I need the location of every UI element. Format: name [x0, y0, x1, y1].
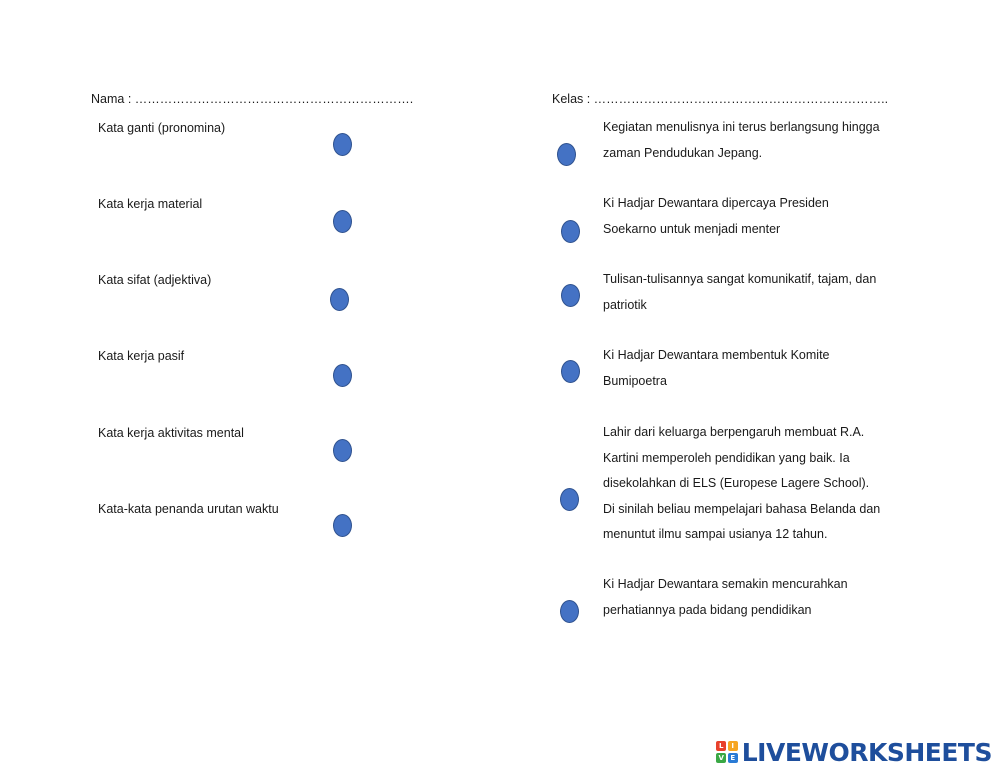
term-item: Kata kerja aktivitas mental — [98, 426, 244, 440]
statement-item: Ki Hadjar Dewantara dipercaya Presiden Soekarno untuk menjadi menter — [603, 196, 829, 236]
class-field-label: Kelas : …………………………………………………………….. — [552, 92, 889, 106]
term-item: Kata kerja material — [98, 197, 203, 211]
term-item: Kata kerja pasif — [98, 349, 185, 363]
logo-wordmark: LIVEWORKSHEETS — [741, 737, 992, 767]
right-match-dot[interactable] — [560, 600, 579, 623]
right-match-dot[interactable] — [557, 143, 576, 166]
right-match-dot[interactable] — [561, 284, 580, 307]
right-match-dot[interactable] — [561, 220, 580, 243]
live-blocks-icon — [716, 741, 738, 763]
term-item: Kata ganti (pronomina) — [98, 121, 226, 135]
left-match-dot[interactable] — [333, 210, 352, 233]
term-item: Kata-kata penanda urutan waktu — [98, 502, 279, 516]
logo-block: L — [716, 741, 726, 751]
statement-item: Kegiatan menulisnya ini terus berlangsung hingga zaman Pendudukan Jepang. — [603, 120, 880, 160]
logo-block: E — [728, 753, 738, 763]
right-match-dot[interactable] — [561, 360, 580, 383]
statement-item: Tulisan-tulisannya sangat komunikatif, tajam, dan patriotik — [603, 272, 877, 312]
left-match-dot[interactable] — [333, 514, 352, 537]
left-match-dot[interactable] — [333, 364, 352, 387]
term-item: Kata sifat (adjektiva) — [98, 273, 212, 287]
liveworksheets-logo — [716, 738, 992, 766]
logo-block: V — [716, 753, 726, 763]
left-match-dot[interactable] — [333, 439, 352, 462]
statement-item: Ki Hadjar Dewantara semakin mencurahkan perhatiannya pada bidang pendidikan — [603, 577, 848, 617]
left-match-dot[interactable] — [330, 288, 349, 311]
statement-item: Ki Hadjar Dewantara membentuk Komite Bumipoetra — [603, 348, 830, 388]
logo-block: I — [728, 741, 738, 751]
left-match-dot[interactable] — [333, 133, 352, 156]
right-match-dot[interactable] — [560, 488, 579, 511]
statement-item: Lahir dari keluarga berpengaruh membuat R.A. Kartini memperoleh pendidikan yang baik. Ia disekolahkan di ELS (Europese Lagere School). Di sinilah beliau mempelajari bahasa Belanda dan menuntut ilmu sampai usianya 12 tahun. — [603, 425, 881, 541]
name-field-label: Nama : …………………………………………………………. — [91, 92, 414, 106]
